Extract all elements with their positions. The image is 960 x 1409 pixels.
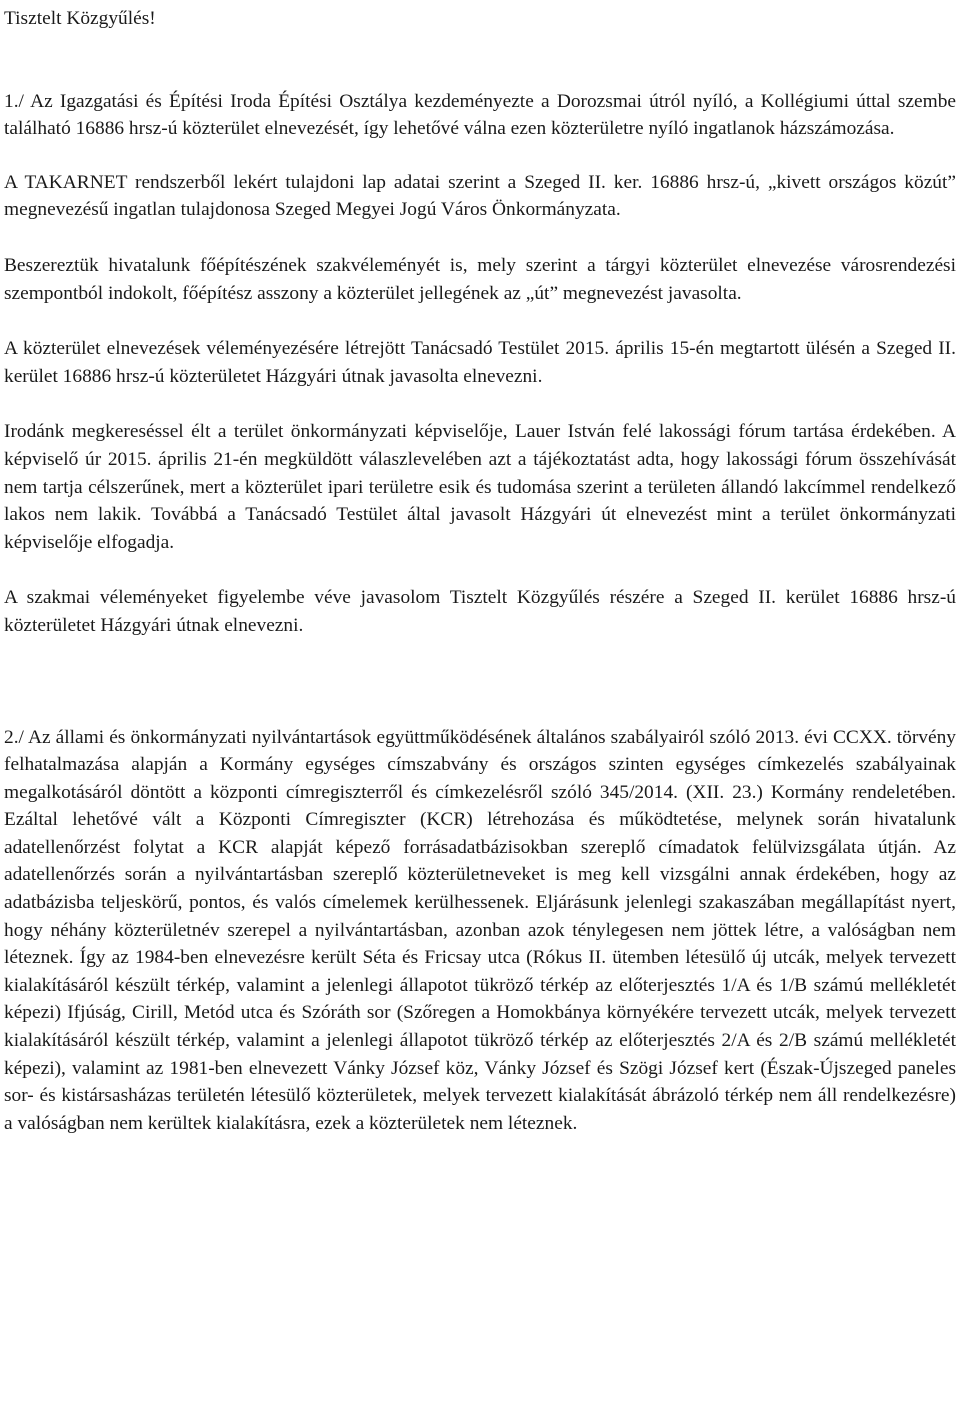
- paragraph-chief-architect-opinion: Beszereztük hivatalunk főépítészének szakvéleményét is, mely szerint a tárgyi közterület elnevezése városrendezési szempontból indokolt, főépítész asszony a közterület jellegének az „út” megnevezést javasolta.: [4, 254, 956, 304]
- paragraph-street-naming-initiative: 1./ Az Igazgatási és Építési Iroda Építési Osztálya kezdeményezte a Dorozsmai útról nyíló, a Kollégiumi úttal szembe található 16886 hrsz-ú közterület elnevezését, így lehetővé válna ezen közterületre nyíló ingatlanok házszámozása.: [4, 90, 956, 140]
- paragraph-representative-response: Irodánk megkereséssel élt a terület önkormányzati képviselője, Lauer István felé lakossági fórum tartása érdekében. A képviselő úr 2015. április 21-én megküldött válaszlevelében azt a tájékoztatást adta, hogy lakossági fórum összehívását nem tartja célszerűnek, mert a közterület ipari területre esik és tudomása szerint a területen állandó lakcímmel rendelkező lakos nem lakik. Továbbá a Tanácsadó Testület által javasolt Házgyári út elnevezést mint a terület önkormányzati képviselője elfogadja.: [4, 421, 956, 553]
- paragraph-address-register: 2./ Az állami és önkormányzati nyilvántartások együttműködésének általános szabályairól szóló 2013. évi CCXX. törvény felhatalmazása alapján a Kormány egységes címszabvány és országos szinten egységes címkezelés szabályainak megalkotásáról döntött a központi címregiszterről és címkezelésről szóló 345/2014. (XII. 23.) Kormány rendeletében. Ezáltal lehetővé vált a Központi Címregiszter (KCR) létrehozása és működtetése, melynek során hivatalunk adatellenőrzést folytat a KCR alapját képező forrásadatbázisokban szereplő címadatok felülvizsgálata útján. Az adatellenőrzés során a nyilvántartásban szereplő közterületneveket is meg kell vizsgálni annak érdekében, hogy az adatbázisba teljeskörű, pontos, és valós címelemek kerülhessenek. Eljárásunk jelenlegi szakaszában megállapítást nyert, hogy néhány közterületnév szerepel a nyilvántartásban, azonban azok ténylegesen nem jöttek létre, a valóságban nem léteznek. Így az 1984-ben elnevezésre került Séta és Fricsay utca (Rókus II. ütemben létesülő új utcák, melyek tervezett kialakításáról készült térkép, valamint a jelenlegi állapotot tükröző térkép az előterjesztés 1/A és 1/B számú mellékletét képezi) Ifjúság, Cirill, Metód utca és Szóráth sor (Szőregen a Homokbánya környékére tervezett utcák, melyek tervezett kialakításáról készült térkép, valamint a jelenlegi állapotot tükröző térkép az előterjesztés 2/A és 2/B számú mellékletét képezi), valamint az 1981-ben elnevezett Vánky József köz, Vánky József és Szögi József kert (Észak-Újszeged paneles sor- és kistársasházas területén létesülő közterületek, melyek tervezett kialakítását ábrázoló térkép nem áll rendelkezésre) a valóságban nem kerültek kialakításra, ezek a közterületek nem léteznek.: [4, 726, 956, 1134]
- salutation: Tisztelt Közgyűlés!: [4, 8, 156, 29]
- paragraph-takarnet-ownership: A TAKARNET rendszerből lekért tulajdoni lap adatai szerint a Szeged II. ker. 16886 hrsz-ú, „kivett országos közút” megnevezésű ingatlan tulajdonosa Szeged Megyei Jogú Város Önkormányzata.: [4, 171, 956, 221]
- paragraph-advisory-board: A közterület elnevezések véleményezésére létrejött Tanácsadó Testület 2015. április 15-én megtartott ülésén a Szeged II. kerület 16886 hrsz-ú közterületet Házgyári útnak javasolta elnevezni.: [4, 338, 956, 387]
- document-page: [4, 0, 956, 1137]
- paragraph-proposal: A szakmai véleményeket figyelembe véve javasolom Tisztelt Közgyűlés részére a Szeged II. kerület 16886 hrsz-ú közterületet Házgyári útnak elnevezni.: [4, 587, 956, 636]
